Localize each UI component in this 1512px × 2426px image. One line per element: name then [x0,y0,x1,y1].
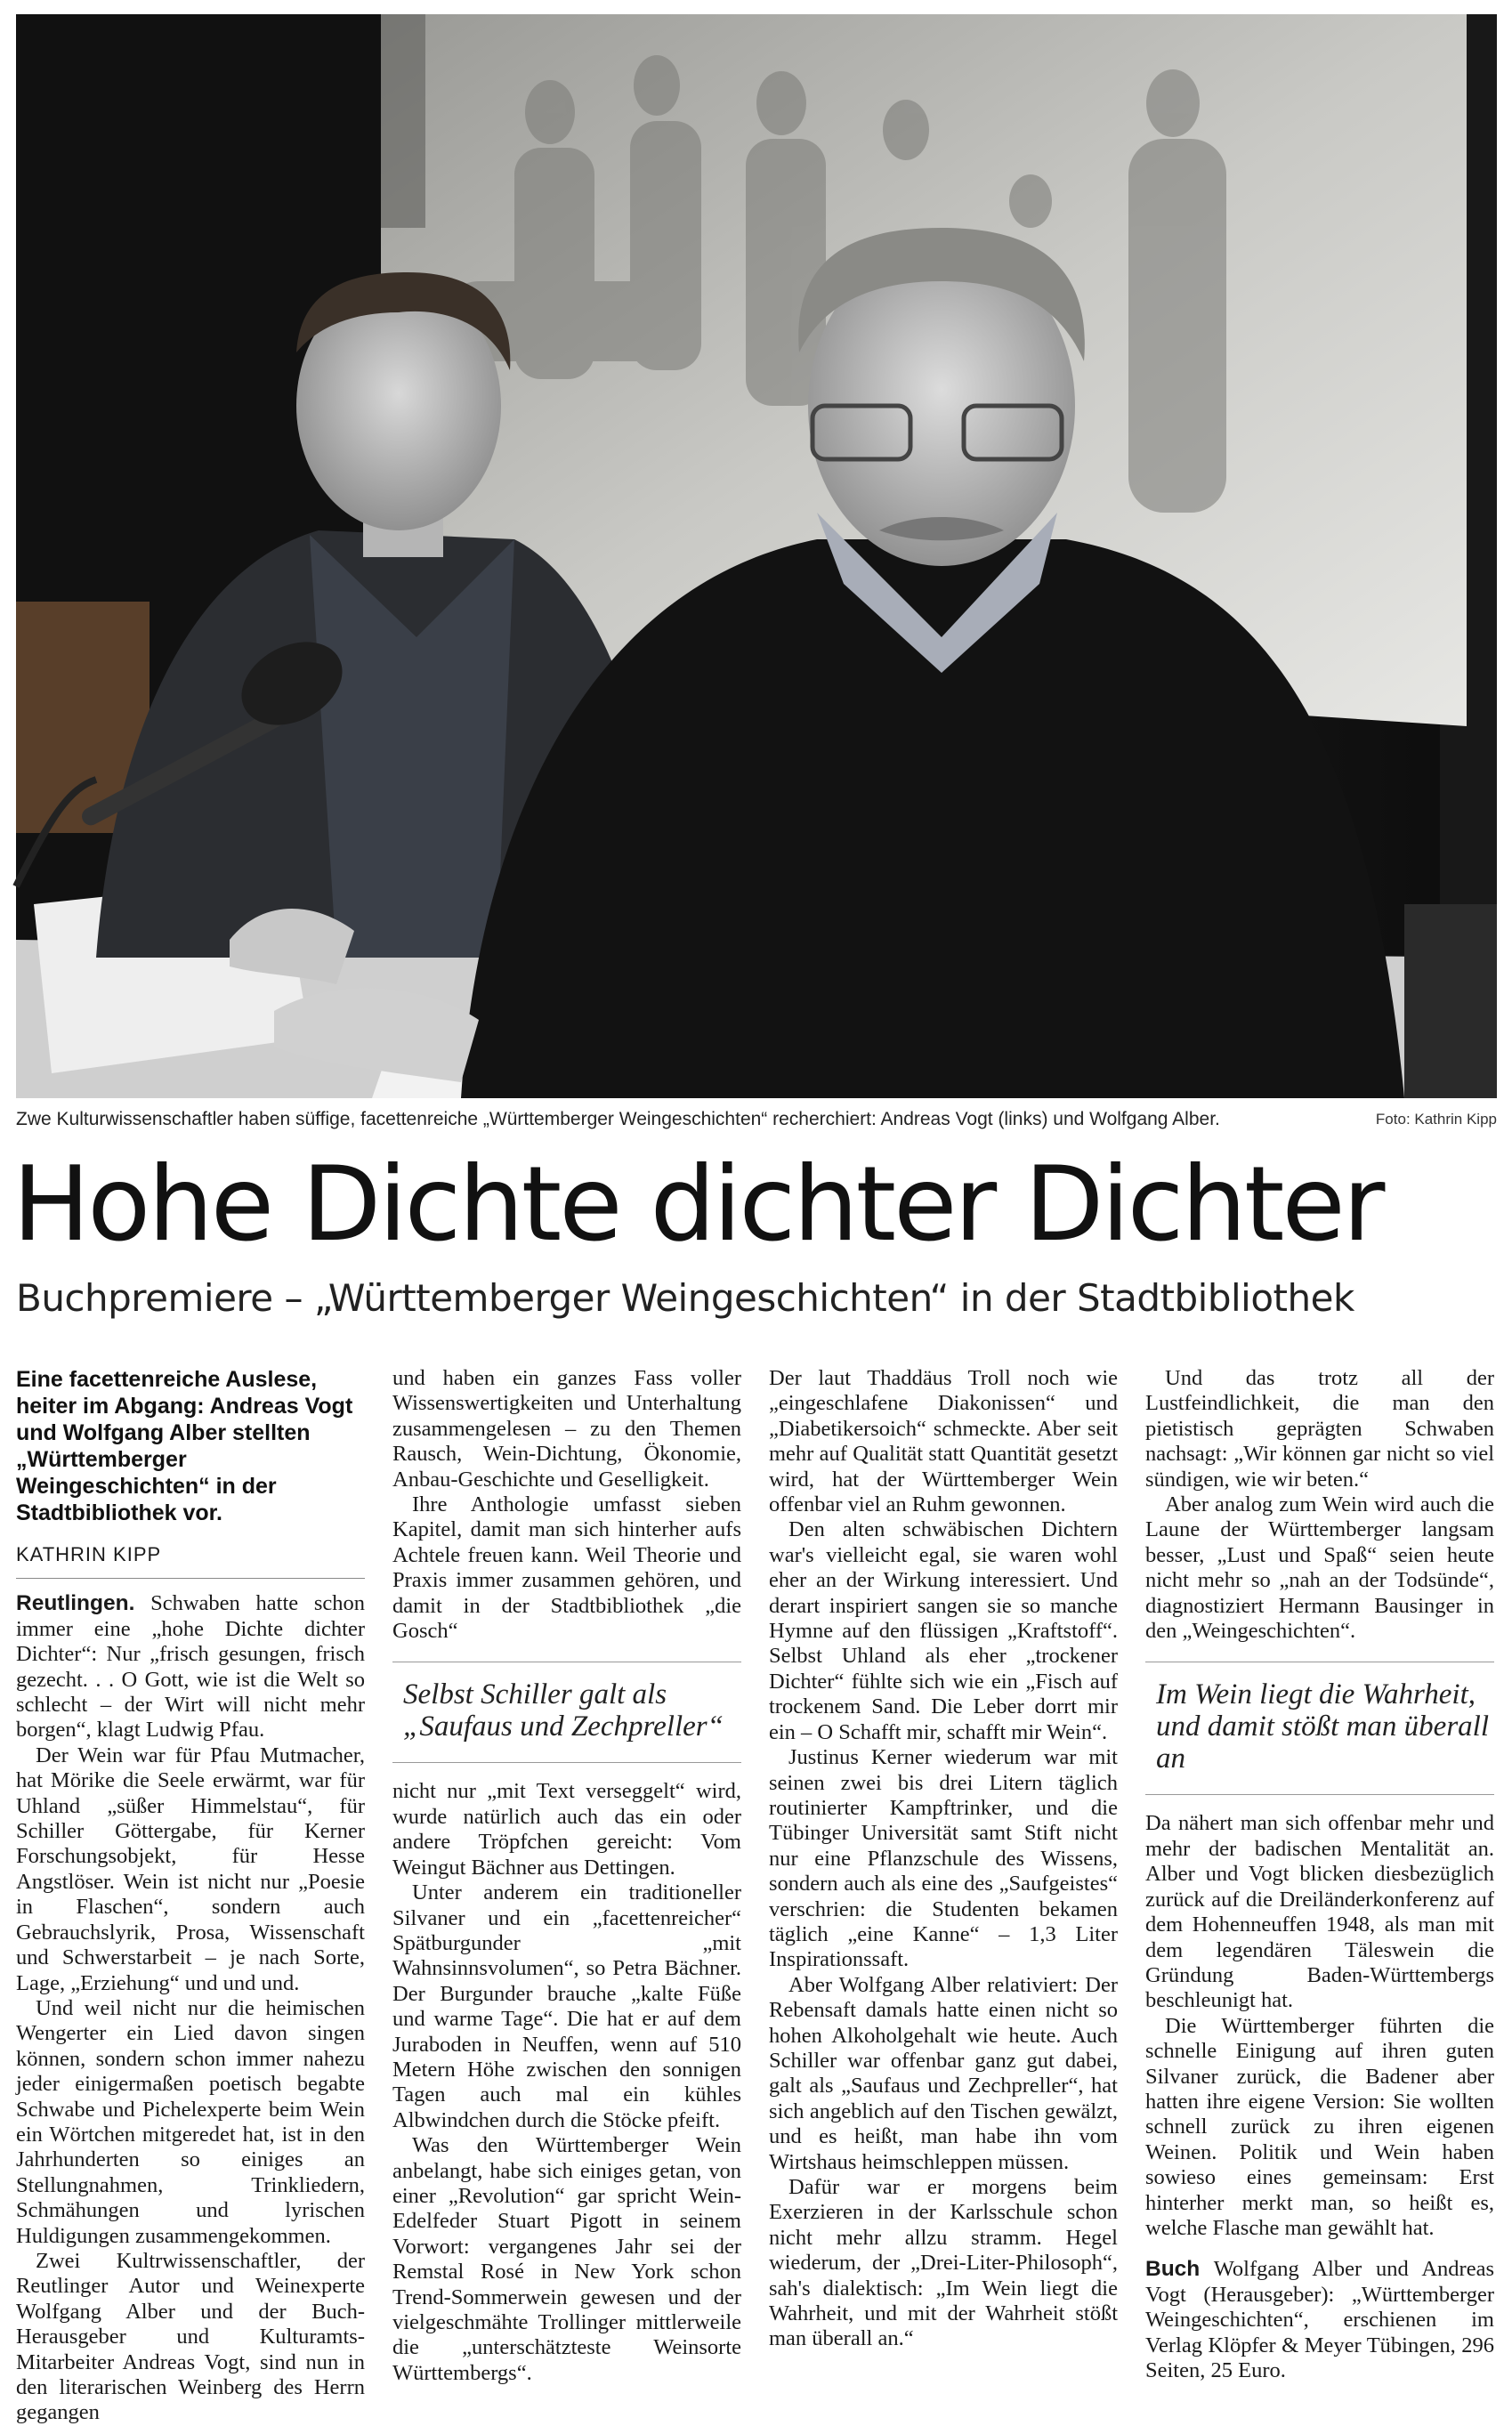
paragraph: Was den Württemberger Wein anbelangt, habe sich einiges getan, von einer „Revolution“ gar spricht Wein-Edelfeder Stuart Pigott in seinem Vorwort: vergangenes Jahr sei der Remstal Rosé in New York schon Trend-Sommerwein gewesen und der vielgeschmähte Trollinger mittlerweile die „unterschätzteste Weinsorte Württembergs“. [392,2133,741,2385]
article-body [0,1366,1512,2425]
paragraph: Aber analog zum Wein wird auch die Laune der Württemberger langsam besser, „Lust und Spaß“ seien heute nicht mehr so „nah an der Todsünde“, diagnostiziert Hermann Bausinger in den „Weingeschichten“. [1145,1492,1494,1644]
paragraph: Zwei Kultrwissenschaftler, der Reutlinger Autor und Weinexperte Wolfgang Alber und der Buch-Herausgeber und Kulturamts-Mitarbeiter Andreas Vogt, sind nun in den literarischen Weinberg des Herrn gegangen [16,2248,365,2425]
caption-text: Zwe Kulturwissenschaftler haben süffige, facettenreiche „Württemberger Weingeschichten“ recherchiert: Andreas Vogt (links) und Wolfgang Alber. [16,1109,1220,1129]
pull-quote: Selbst Schiller galt als „Saufaus und Zechpreller“ [392,1662,741,1763]
photo-credit: Foto: Kathrin Kipp [1375,1111,1497,1128]
author-byline: KATHRIN KIPP [16,1542,365,1579]
paragraph: Dafür war er morgens beim Exerzieren in der Karlsschule schon nicht mehr allzu stramm. Hegel wiederum, der „Drei-Liter-Philosoph“, sah's dialektisch: „Im Wein liegt die Wahrheit, und mit der Wahrheit stößt man überall an.“ [769,2175,1118,2351]
paragraph: nicht nur „mit Text verseggelt“ wird, wurde natürlich auch das ein oder andere Tröpfchen gereicht: Vom Weingut Bächner aus Dettingen. [392,1779,741,1880]
column-3 [769,1366,1118,2390]
column-1 [16,1366,365,2425]
column-2 [392,1366,741,2390]
paragraph: Der Wein war für Pfau Mutmacher, hat Mörike die Seele erwärmt, war für Uhland „süßer Himmelstau“, für Schiller Göttergabe, für Kerner Forschungsobjekt, für Hesse Angstlöser. Wein ist nicht nur „Poesie in Flaschen“, sondern auch Gebrauchslyrik, Prosa, Wissenschaft und Schwerstarbeit – je nach Sorte, Lage, „Erziehung“ und und und. [16,1743,365,1995]
paragraph [16,1591,365,1743]
paragraph: Ihre Anthologie umfasst sieben Kapitel, damit man sich hinterher aufs Achtele freuen kann. Weil Theorie und Praxis immer zusammen gehören, und damit in der Stadtbibliothek „die Gosch“ [392,1492,741,1644]
paragraph: Aber Wolfgang Alber relativiert: Der Rebensaft damals hatte einen nicht so hohen Alkoholgehalt wie heute. Auch Schiller war offenbar ganz gut dabei, galt als „Saufaus und Zechpreller“, hat sich angeblich auf den Tischen gewälzt, und es heißt, man habe ihn vom Wirtshaus heimschleppen müssen. [769,1972,1118,2174]
dateline: Reutlingen. [16,1591,135,1616]
paragraph: Der laut Thaddäus Troll noch wie „eingeschlafene Diakonissen“ und „Diabetikersoich“ schmeckte. Aber seit mehr auf Qualität statt Quantität gesetzt wird, hat der Württemberger Wein offenbar viel an Ruhm gewonnen. [769,1366,1118,1517]
book-text: Wolfgang Alber und Andreas Vogt (Herausgeber): „Württemberger Weingeschichten“, erschienen im Verlag Klöpfer & Meyer Tübingen, 296 Seiten, 25 Euro. [1145,2257,1494,2382]
paragraph: Da nähert man sich offenbar mehr und mehr der badischen Mentalität an. Alber und Vogt blicken diesbezüglich zurück auf die Dreiländerkonferenz auf dem Hohenneuffen 1948, als man mit dem legendären Täleswein die Gründung Baden-Württembergs beschleunigt hat. [1145,1811,1494,2013]
teaser: Eine facettenreiche Auslese, heiter im Abgang: Andreas Vogt und Wolfgang Alber stellten „Württemberger Weingeschichten“ in der Stadtbibliothek vor. [16,1367,353,1525]
paragraph: Und das trotz all der Lustfeindlichkeit, die man den pietistisch geprägten Schwaben nachsagt: „Wir können gar nicht so viel sündigen, wie wir beten.“ [1145,1366,1494,1492]
book-info [1145,2257,1494,2383]
subheadline: Buchpremiere – „Württemberger Weingeschichten“ in der Stadtbibliothek [16,1276,1354,1320]
paragraph: Unter anderem ein traditioneller Silvaner und ein „facettenreicher“ Spätburgunder „mit Wahnsinnsvolumen“, so Petra Bächner. Der Burgunder brauche „kalte Füße und warme Tage“. Die hat er auf dem Juraboden in Neuffen, wenn auf 510 Metern Höhe zwischen den sonnigen Tagen auch mal ein kühles Albwindchen durch die Stöcke pfeift. [392,1880,741,2132]
headline: Hohe Dichte dichter Dichter [12,1144,1383,1265]
paragraph: und haben ein ganzes Fass voller Wissenswertigkeiten und Unterhaltung zusammengelesen – zu den Themen Rausch, Wein-Dichtung, Ökonomie, Anbau-Geschichte und Geselligkeit. [392,1366,741,1492]
article-photo [16,14,1497,1098]
paragraph: Die Württemberger führten die schnelle Einigung auf ihren guten Silvaner zurück, die Badener aber hatten ihre eigene Version: Sie wollten schnell zurück zu ihren eigenen Weinen. Politik und Wein haben sowieso eines gemeinsam: Erst hinterher merkt man, so heißt es, welche Flasche man gewählt hat. [1145,2013,1494,2240]
photo-illustration [16,14,1497,1098]
photo-caption [16,1109,1497,1130]
paragraph-text: Schwaben hatte schon immer eine „hohe Dichte dichter Dichter“: Nur „frisch gesungen, frisch gezecht. . . O Gott, wie ist die Welt so schlecht – der Wirt will nicht mehr borgen“, klagt Ludwig Pfau. [16,1591,365,1743]
paragraph: Und weil nicht nur die heimischen Wengerter ein Lied davon singen können, sondern schon immer nahezu jeder einigermaßen poetisch begabte Schwabe und Pichelexperte beim Wein ein Wörtchen mitgeredet hat, ist in den Jahrhunderten so einiges an Stellungnahmen, Trinkliedern, Schmähungen und lyrischen Huldigungen zusammengekommen. [16,1995,365,2248]
paragraph: Den alten schwäbischen Dichtern war's vielleicht egal, sie waren wohl eher an der Wirkung interessiert. Und derart inspiriert sangen sie so manche Hymne auf den flüssigen „Kraftstoff“. Selbst Uhland als eher „trockener Dichter“ fühlte sich wie ein „Fisch auf trockenem Sand. Die Leber dorrt mir ein – O Schafft mir, schafft mir Wein“. [769,1517,1118,1744]
book-label: Buch [1145,2257,1201,2282]
pull-quote: Im Wein liegt die Wahrheit, und damit stößt man überall an [1145,1662,1494,1795]
column-4 [1145,1366,1494,2390]
paragraph: Justinus Kerner wiederum war mit seinen zwei bis drei Litern täglich routinierter Kampftrinker, und die Tübinger Universität samt Stift nicht nur eine Pflanzschule des Wissens, sondern auch als eine des „Saufgeistes“ verschrien: die Studenten bekamen täglich „eine Kanne“ – 1,3 Liter Inspirationssaft. [769,1745,1118,1972]
